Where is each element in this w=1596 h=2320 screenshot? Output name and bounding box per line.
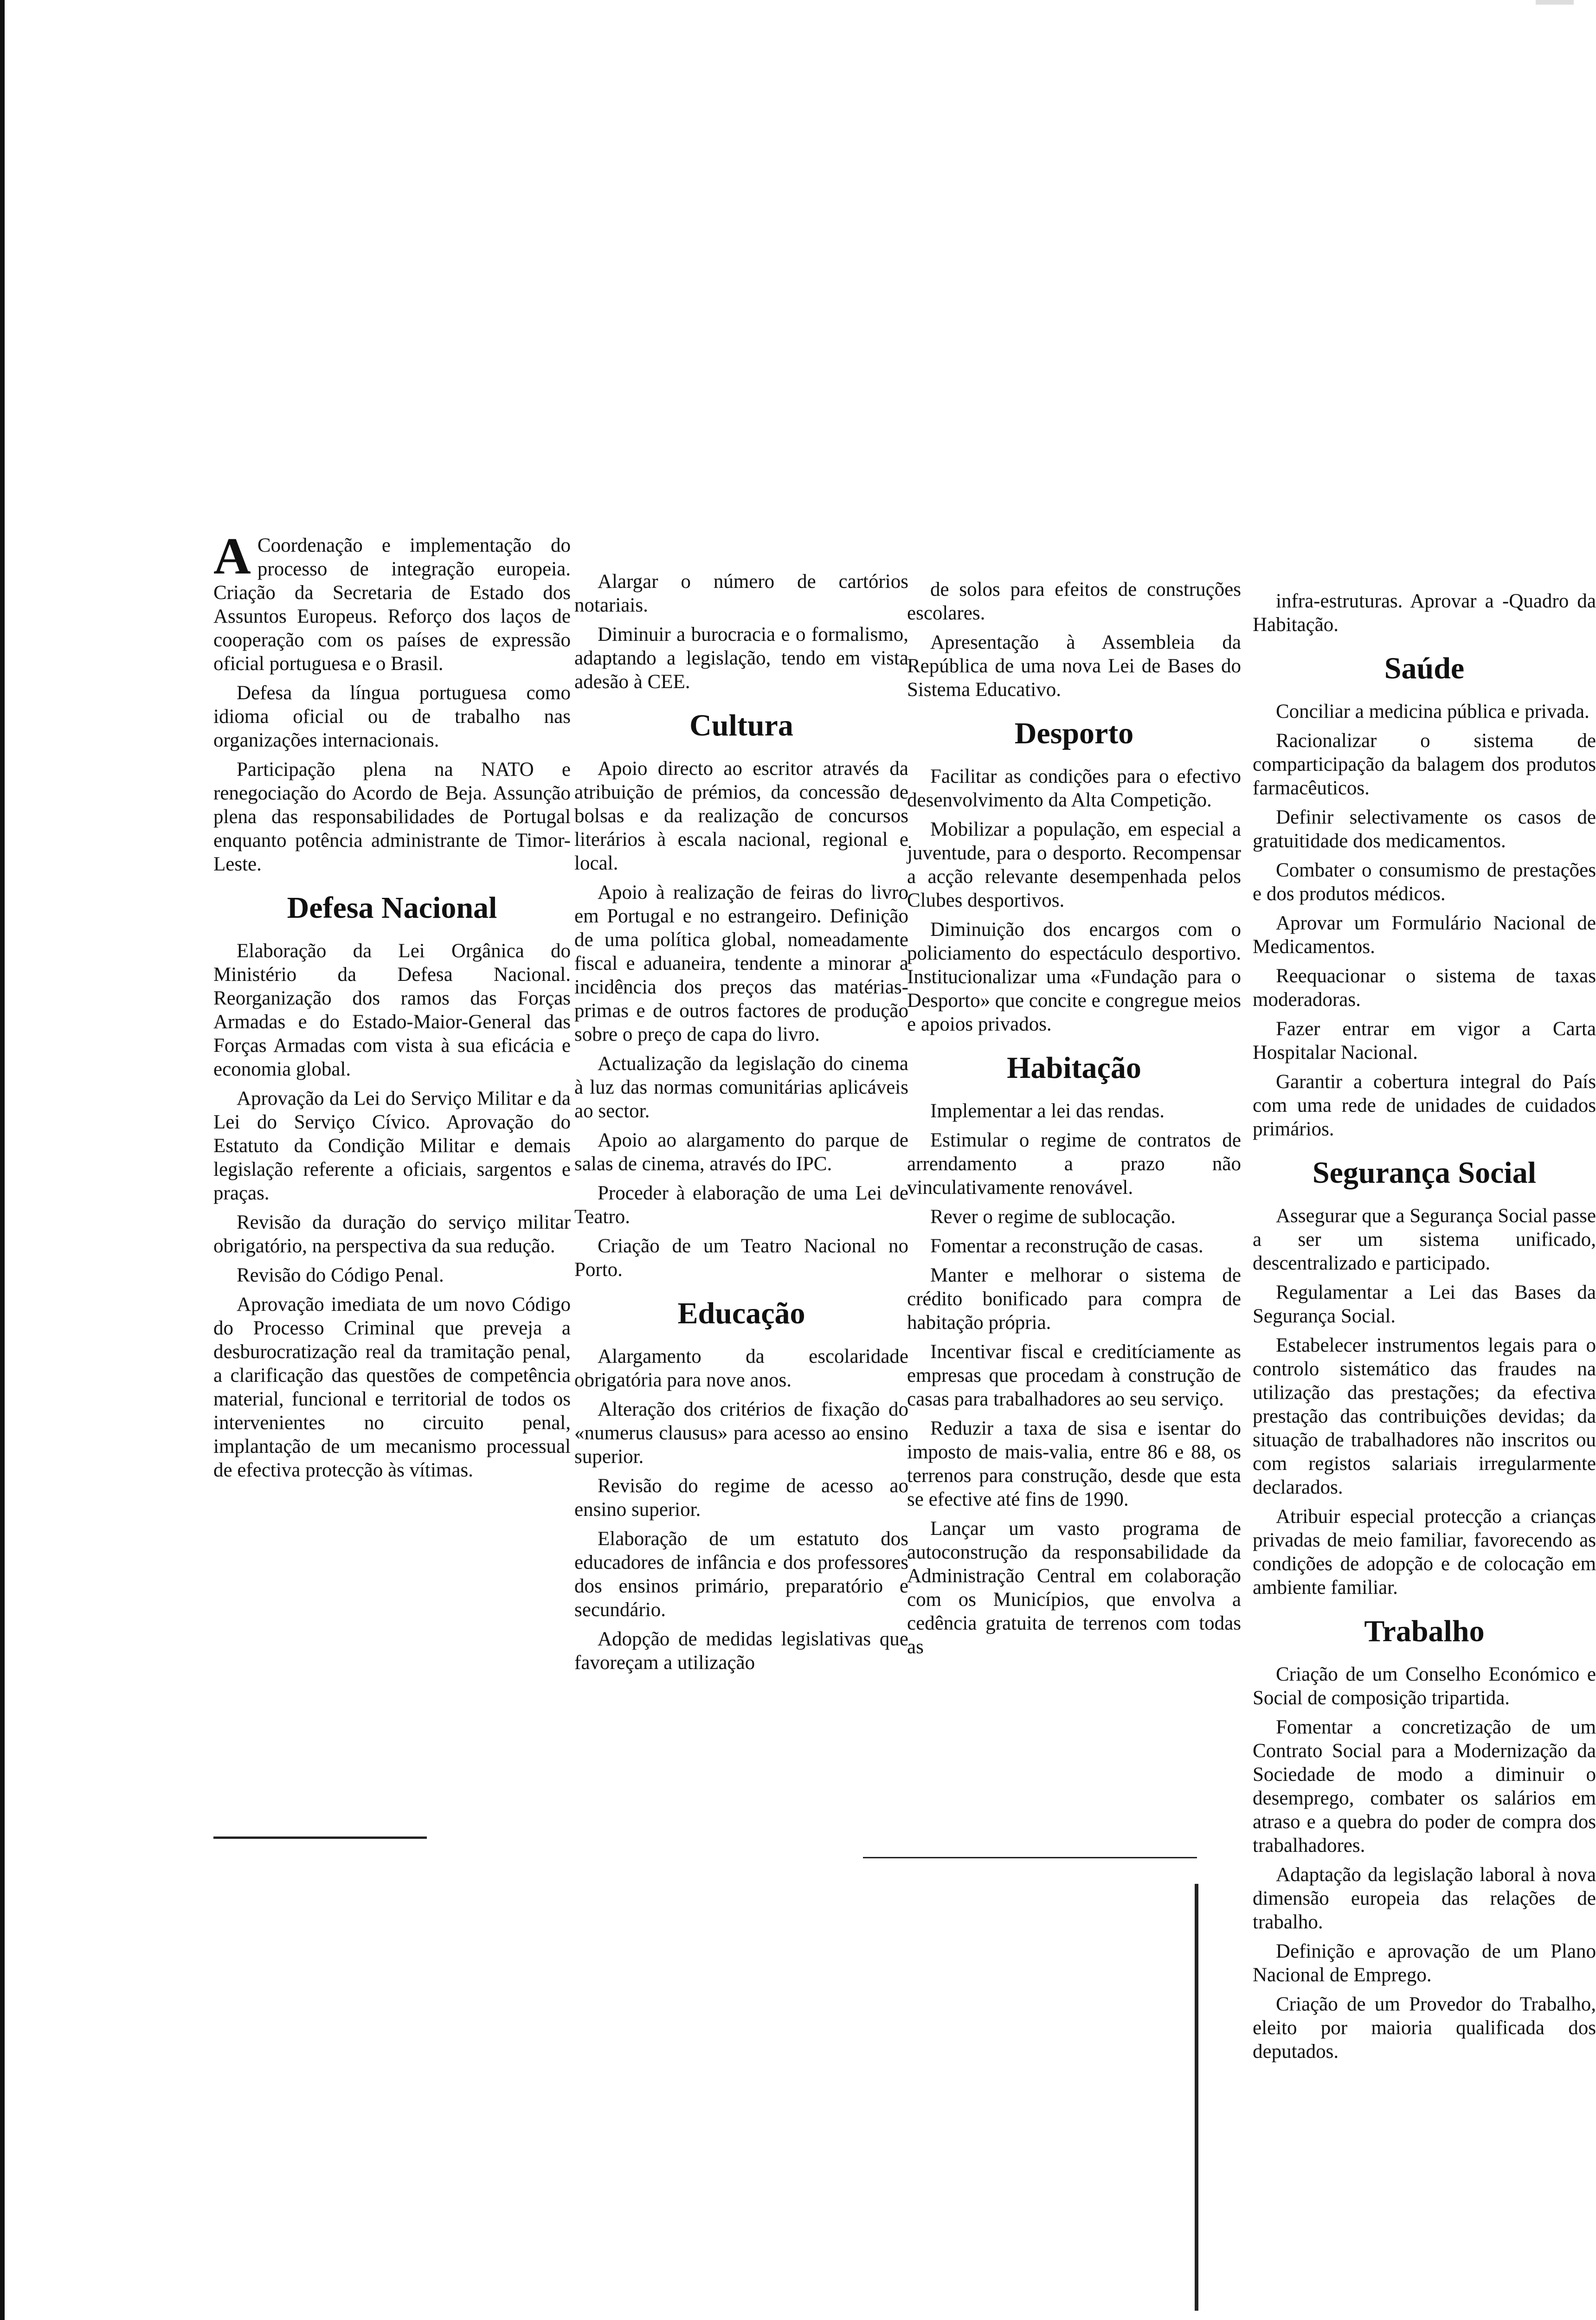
column-4-inner [1253,589,1596,2063]
paragraph: Aprovar um Formulário Nacional de Medicamentos. [1253,912,1596,958]
column-end-rule [863,1857,1197,1858]
paragraph: Diminuir a burocracia e o formalismo, adaptando a legislação, tendo em vista adesão à CEE. [574,624,908,693]
column-1 [213,528,571,1488]
paragraph: Aprovação imediata de um novo Código do Processo Criminal que preveja a desburocratização real da tramitação penal, a clarificação das questões de competência material, funcional e territorial de todos os intervenientes no circuito penal, implantação de um mecanismo processual de efectiva protecção às vítimas. [213,1294,571,1481]
paragraph: Diminuição dos encargos com o policiamento do espectáculo desportivo. Institucionalizar uma «Fundação para o Desporto» que concite e congregue meios e apoios privados. [907,919,1241,1035]
paragraph: Definir selectivamente os casos de gratuitidade dos medicamentos. [1253,806,1596,852]
paragraph: Apresentação à Assembleia da República de uma nova Lei de Bases do Sistema Educativo. [907,632,1241,701]
paragraph: Estabelecer instrumentos legais para o controlo sistemático das fraudes na utilização das prestações; da efectiva prestação das contribuições devidas; da situação de trabalhadores não inscritos ou com registos salariais irregularmente declarados. [1253,1334,1596,1498]
paragraph: Fomentar a concretização de um Contrato Social para a Modernização da Sociedade de modo a diminuir o desemprego, combater os salários em atraso e a quebra do poder de compra dos trabalhadores. [1253,1716,1596,1856]
paragraph: Fazer entrar em vigor a Carta Hospitalar Nacional. [1253,1018,1596,1063]
page-edge-top [1536,0,1574,5]
section-heading-trabalho: Trabalho [1364,1614,1485,1648]
section-heading-cultura: Cultura [689,709,793,742]
paragraph: Mobilizar a população, em especial a juventude, para o desporto. Recompensar a acção relevante desempenhada pelos Clubes desportivos. [907,818,1241,911]
paragraph: Fomentar a reconstrução de casas. [930,1235,1203,1257]
section-heading-desporto: Desporto [1014,716,1134,750]
paragraph: Lançar um vasto programa de autoconstrução da responsabilidade da Administração Central em colaboração com os Municípios, que envolva a cedência gratuita de terrenos com todas as [907,1518,1241,1658]
section-heading-educacao: Educação [677,1296,805,1330]
column-separator-rule [1195,1884,1198,2311]
page-edge [0,0,5,2320]
paragraph: Garantir a cobertura integral do País com uma rede de unidades de cuidados primários. [1253,1071,1596,1140]
paragraph: Estimular o regime de contratos de arrendamento a prazo não vinculativamente renovável. [907,1129,1241,1199]
paragraph: Apoio directo ao escritor através da atribuição de prémios, da concessão de bolsas e da realização de concursos literários à escala nacional, regional e local. [574,758,908,874]
paragraph: Alargar o número de cartórios notariais. [574,571,908,616]
paragraph: Criação de um Provedor do Trabalho, eleito por maioria qualificada dos deputados. [1253,1993,1596,2062]
paragraph: Elaboração da Lei Orgânica do Ministério da Defesa Nacional. Reorganização dos ramos das Forças Armadas e do Estado-Maior-General das Forças Armadas com vista à sua eficácia e economia global. [213,940,571,1080]
column-2 [574,570,908,1680]
paragraph: Revisão da duração do serviço militar obrigatório, na perspectiva da sua redução. [213,1212,571,1257]
paragraph: Aprovação da Lei do Serviço Militar e da Lei do Serviço Cívico. Aprovação do Estatuto da Condição Militar e demais legislação referente a oficiais, sargentos e praças. [213,1088,571,1204]
paragraph: Alteração dos critérios de fixação do «numerus clausus» para acesso ao ensino superior. [574,1398,908,1468]
column-3 [907,578,1241,1664]
column-end-rule [213,1837,427,1839]
paragraph: Incentivar fiscal e creditíciamente as empresas que procedam à construção de casas para trabalhadores ao seu serviço. [907,1341,1241,1410]
paragraph: Adopção de medidas legislativas que favoreçam a utilização [574,1628,908,1674]
paragraph: Actualização da legislação do cinema à luz das normas comunitárias aplicáveis ao sector. [574,1053,908,1122]
paragraph: Reequacionar o sistema de taxas moderadoras. [1253,965,1596,1011]
section-heading-habitacao: Habitação [1007,1051,1141,1085]
paragraph: Facilitar as condições para o efectivo desenvolvimento da Alta Competição. [907,766,1241,811]
drop-cap: A [213,528,251,585]
paragraph: Combater o consumismo de prestações e dos produtos médicos. [1253,859,1596,905]
paragraph: Reduzir a taxa de sisa e isentar do imposto de mais-valia, entre 86 e 88, os terrenos para construção, desde que esta se efective até fins de 1990. [907,1418,1241,1510]
paragraph: Defesa da língua portuguesa como idioma oficial ou de trabalho nas organizações internacionais. [213,682,571,751]
paragraph: Conciliar a medicina pública e privada. [1276,701,1590,722]
paragraph: infra-estruturas. Aprovar a -Quadro da Habitação. [1253,590,1596,636]
paragraph: Apoio à realização de feiras do livro em Portugal e no estrangeiro. Definição de uma política global, nomeadamente fiscal e aduaneira, tendente a minorar a incidência dos preços das matérias-primas e de outros factores de produção sobre o preço de capa do livro. [574,882,908,1045]
section-heading-defesa-nacional: Defesa Nacional [287,891,497,925]
paragraph: Manter e melhorar o sistema de crédito bonificado para compra de habitação própria. [907,1264,1241,1334]
paragraph: Criação de um Teatro Nacional no Porto. [574,1235,908,1281]
paragraph: Criação de um Conselho Económico e Social de composição tripartida. [1253,1663,1596,1709]
section-heading-saude: Saúde [1384,651,1465,685]
paragraph: Definição e aprovação de um Plano Nacional de Emprego. [1253,1940,1596,1986]
paragraph: Revisão do regime de acesso ao ensino superior. [574,1475,908,1521]
paragraph: Participação plena na NATO e renegociação do Acordo de Beja. Assunção plena das responsabilidades de Portugal enquanto potência administrante de Timor-Leste. [213,759,571,875]
paragraph: Implementar a lei das rendas. [930,1100,1165,1122]
paragraph: Assegurar que a Segurança Social passe a ser um sistema unificado, descentralizado e participado. [1253,1205,1596,1274]
section-heading-seguranca-social: Segurança Social [1312,1156,1537,1190]
paragraph: Adaptação da legislação laboral à nova dimensão europeia das relações de trabalho. [1253,1864,1596,1933]
paragraph: Racionalizar o sistema de comparticipação da balagem dos produtos farmacêuticos. [1253,730,1596,799]
column-4 [1253,589,1596,2320]
paragraph: Elaboração de um estatuto dos educadores de infância e dos professores dos ensinos primário, preparatório e secundário. [574,1528,908,1621]
paragraph: Atribuir especial protecção a crianças privadas de meio familiar, favorecendo as condições de adopção e de colocação em ambiente familiar. [1253,1506,1596,1598]
paragraph: Rever o regime de sublocação. [930,1206,1176,1228]
intro-paragraph: A Coordenação e implementação do processo de integração europeia. Criação da Secretaria de Estado dos Assuntos Europeus. Reforço dos laços de cooperação com os países de expressão oficial portuguesa e o Brasil. [213,528,571,675]
paragraph: Apoio ao alargamento do parque de salas de cinema, através do IPC. [574,1129,908,1175]
paragraph: de solos para efeitos de construções escolares. [907,579,1241,624]
paragraph: Revisão do Código Penal. [237,1264,444,1286]
paragraph: Regulamentar a Lei das Bases da Segurança Social. [1253,1282,1596,1327]
paragraph: Alargamento da escolaridade obrigatória para nove anos. [574,1346,908,1391]
paragraph: Proceder à elaboração de uma Lei de Teatro. [574,1182,908,1228]
